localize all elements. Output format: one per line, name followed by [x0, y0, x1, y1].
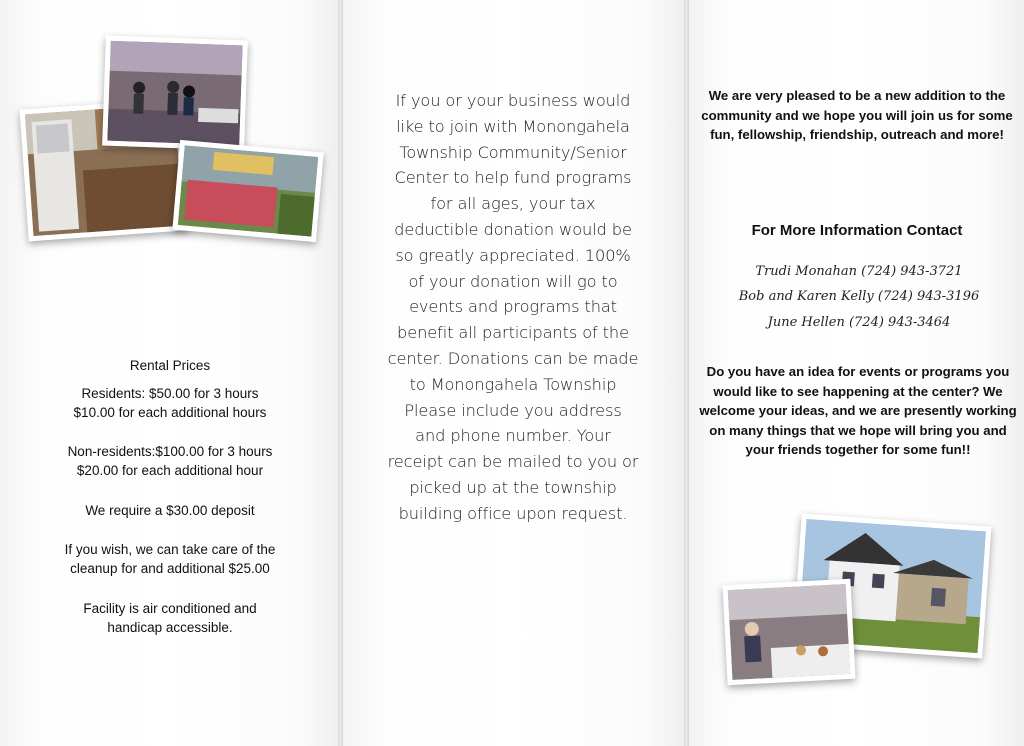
- group-photo: [172, 140, 323, 242]
- facility-text: [20, 599, 320, 637]
- residents-line-2: $10.00 for each additional hours: [73, 405, 267, 420]
- donation-text: If you or your business would like to join with Monongahela Township Community/Senior Center to help fund programs for all ages, your tax deductible donation would be so greatly appreciated. 100% of your donation will go to events and programs that benefit all participants of the center. Donations can be made to Monongahela Township: [387, 91, 639, 394]
- left-panel: [0, 0, 338, 746]
- cleanup-line-2: cleanup for and additional $25.00: [70, 561, 270, 576]
- rental-prices-section: [20, 356, 320, 375]
- residents-line-1: Residents: $50.00 for 3 hours: [81, 386, 259, 401]
- contact-heading: For More Information Contact: [751, 222, 963, 239]
- nonresidents-pricing: [20, 442, 320, 480]
- facility-line-2: handicap accessible.: [107, 620, 233, 635]
- right-panel: [689, 0, 1024, 746]
- middle-panel: [343, 0, 684, 746]
- hall-photo: [102, 36, 248, 151]
- cleanup-line-1: If you wish, we can take care of the: [64, 542, 276, 557]
- rental-prices-title: Rental Prices: [129, 358, 211, 373]
- dining-photo: [722, 579, 855, 686]
- cleanup-text: [20, 540, 320, 578]
- residents-pricing: [20, 384, 320, 422]
- nonresidents-line-1: Non-residents:$100.00 for 3 hours: [67, 444, 273, 459]
- donation-section: [387, 88, 639, 527]
- address-text: Please include you address and phone number. Your receipt can be mailed to you or picked up at the township building office upon request.: [387, 400, 639, 523]
- nonresidents-line-2: $20.00 for each additional hour: [76, 463, 264, 478]
- contact-june: June Hellen (724) 943-3464: [767, 315, 951, 330]
- intro-text: We are very pleased to be a new addition to the community and we hope you will join us for some fun, fellowship, friendship, outreach and more!: [701, 88, 1013, 142]
- ideas-text: Do you have an idea for events or programs you would like to see happening at the center? We welcome your ideas, and we are presently working on many things that we hope will bring you and your friends together for some fun!!: [699, 364, 1017, 457]
- deposit-text: [20, 501, 320, 520]
- contact-trudi: Trudi Monahan (724) 943-3721: [755, 264, 963, 279]
- contact-kelly: Bob and Karen Kelly (724) 943-3196: [738, 289, 980, 304]
- facility-line-1: Facility is air conditioned and: [83, 601, 257, 616]
- deposit-line: We require a $30.00 deposit: [85, 503, 255, 518]
